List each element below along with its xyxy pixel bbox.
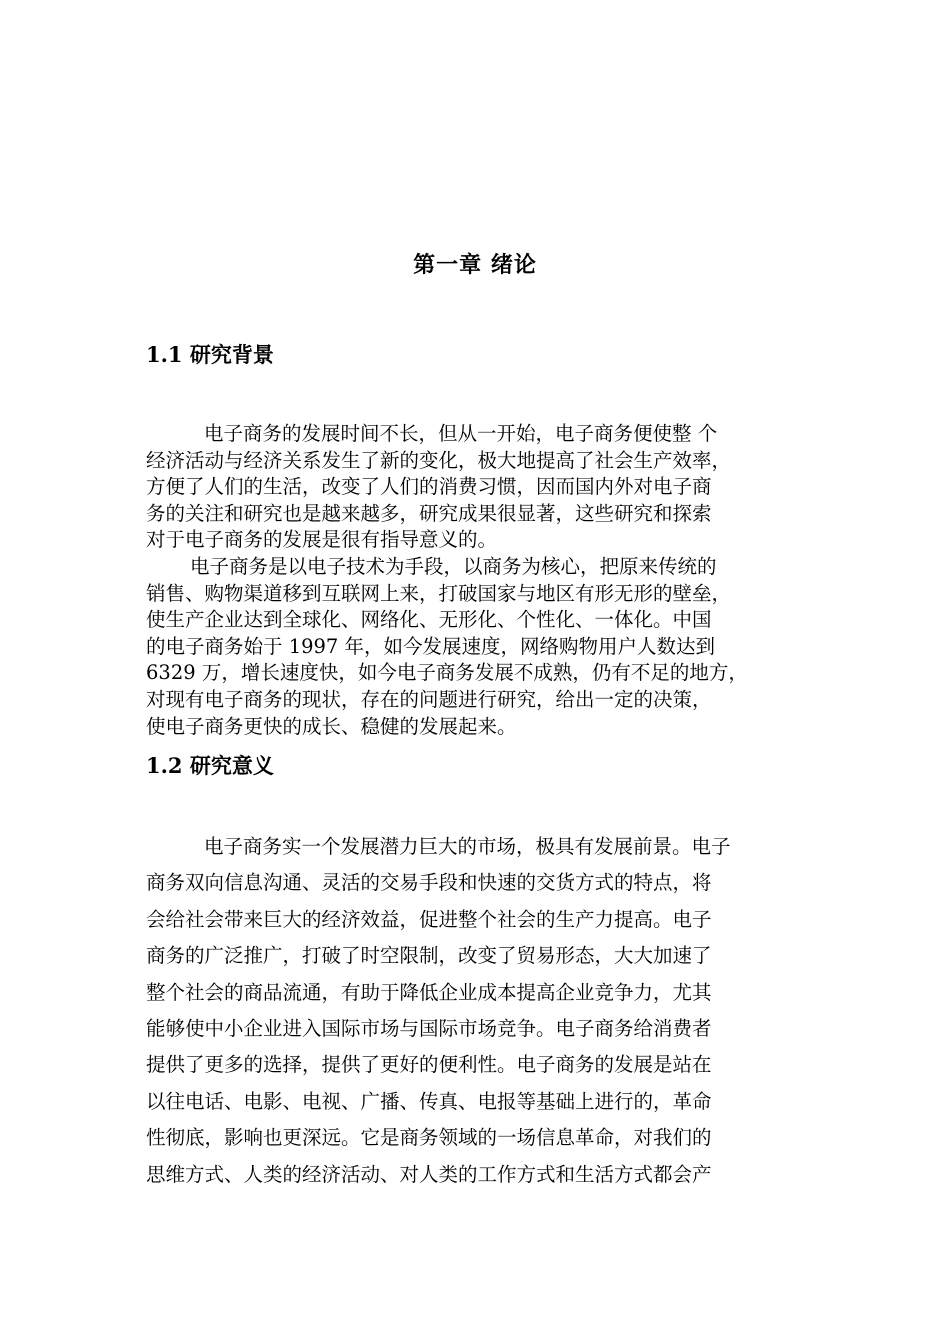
chapter-title: 第一章 绪论 bbox=[413, 252, 537, 278]
paragraph-line: 能够使中小企业进入国际市场与国际市场竞争。电子商务给消费者 bbox=[146, 1016, 712, 1040]
paragraph-line: 商务双向信息沟通、灵活的交易手段和快速的交货方式的特点，将 bbox=[146, 871, 712, 895]
section-heading-significance: 1.2 研究意义 bbox=[146, 753, 274, 778]
paragraph-line: 电子商务是以电子技术为手段，以商务为核心，把原来传统的 bbox=[190, 554, 717, 578]
paragraph-line: 对现有电子商务的现状，存在的问题进行研究，给出一定的决策， bbox=[146, 687, 712, 711]
paragraph-line: 电子商务实一个发展潜力巨大的市场，极具有发展前景。电子 bbox=[204, 835, 731, 858]
paragraph-line: 商务的广泛推广，打破了时空限制，改变了贸易形态，大大加速了 bbox=[146, 944, 712, 968]
section-body-background bbox=[146, 421, 822, 740]
paragraph-line: 会给社会带来巨大的经济效益，促进整个社会的生产力提高。电子 bbox=[146, 907, 712, 931]
paragraph-line: 整个社会的商品流通，有助于降低企业成本提高企业竞争力，尤其 bbox=[146, 980, 712, 1004]
paragraph-line: 6329 万，增长速度快，如今电子商务发展不成熟，仍有不足的地方， bbox=[146, 661, 748, 685]
paragraph-line: 思维方式、人类的经济活动、对人类的工作方式和生活方式都会产 bbox=[146, 1162, 712, 1186]
paragraph-line: 对于电子商务的发展是很有指导意义的。 bbox=[146, 528, 498, 552]
paragraph-line: 使电子商务更快的成长、稳健的发展起来。 bbox=[146, 714, 517, 738]
paragraph-line: 经济活动与经济关系发生了新的变化，极大地提高了社会生产效率， bbox=[146, 448, 732, 472]
paragraph-line: 务的关注和研究也是越来越多，研究成果很显著，这些研究和探索 bbox=[146, 501, 712, 525]
paragraph-line: 销售、购物渠道移到互联网上来，打破国家与地区有形无形的壁垒， bbox=[146, 581, 732, 605]
section-heading-background: 1.1 研究背景 bbox=[146, 342, 274, 367]
section-body-significance bbox=[146, 829, 822, 1193]
paragraph-line: 方便了人们的生活，改变了人们的消费习惯，因而国内外对电子商 bbox=[146, 475, 712, 499]
paragraph-line: 提供了更多的选择，提供了更好的便利性。电子商务的发展是站在 bbox=[146, 1053, 712, 1077]
paragraph-line: 的电子商务始于 1997 年，如今发展速度，网络购物用户人数达到 bbox=[146, 634, 716, 658]
paragraph-line: 电子商务的发展时间不长，但从一开始，电子商务便使整 个 bbox=[204, 422, 718, 445]
paragraph-line: 使生产企业达到全球化、网络化、无形化、个性化、一体化。中国 bbox=[146, 608, 712, 632]
paragraph-line: 以往电话、电影、电视、广播、传真、电报等基础上进行的，革命 bbox=[146, 1089, 712, 1113]
paragraph-line: 性彻底，影响也更深远。它是商务领域的一场信息革命，对我们的 bbox=[146, 1126, 712, 1150]
